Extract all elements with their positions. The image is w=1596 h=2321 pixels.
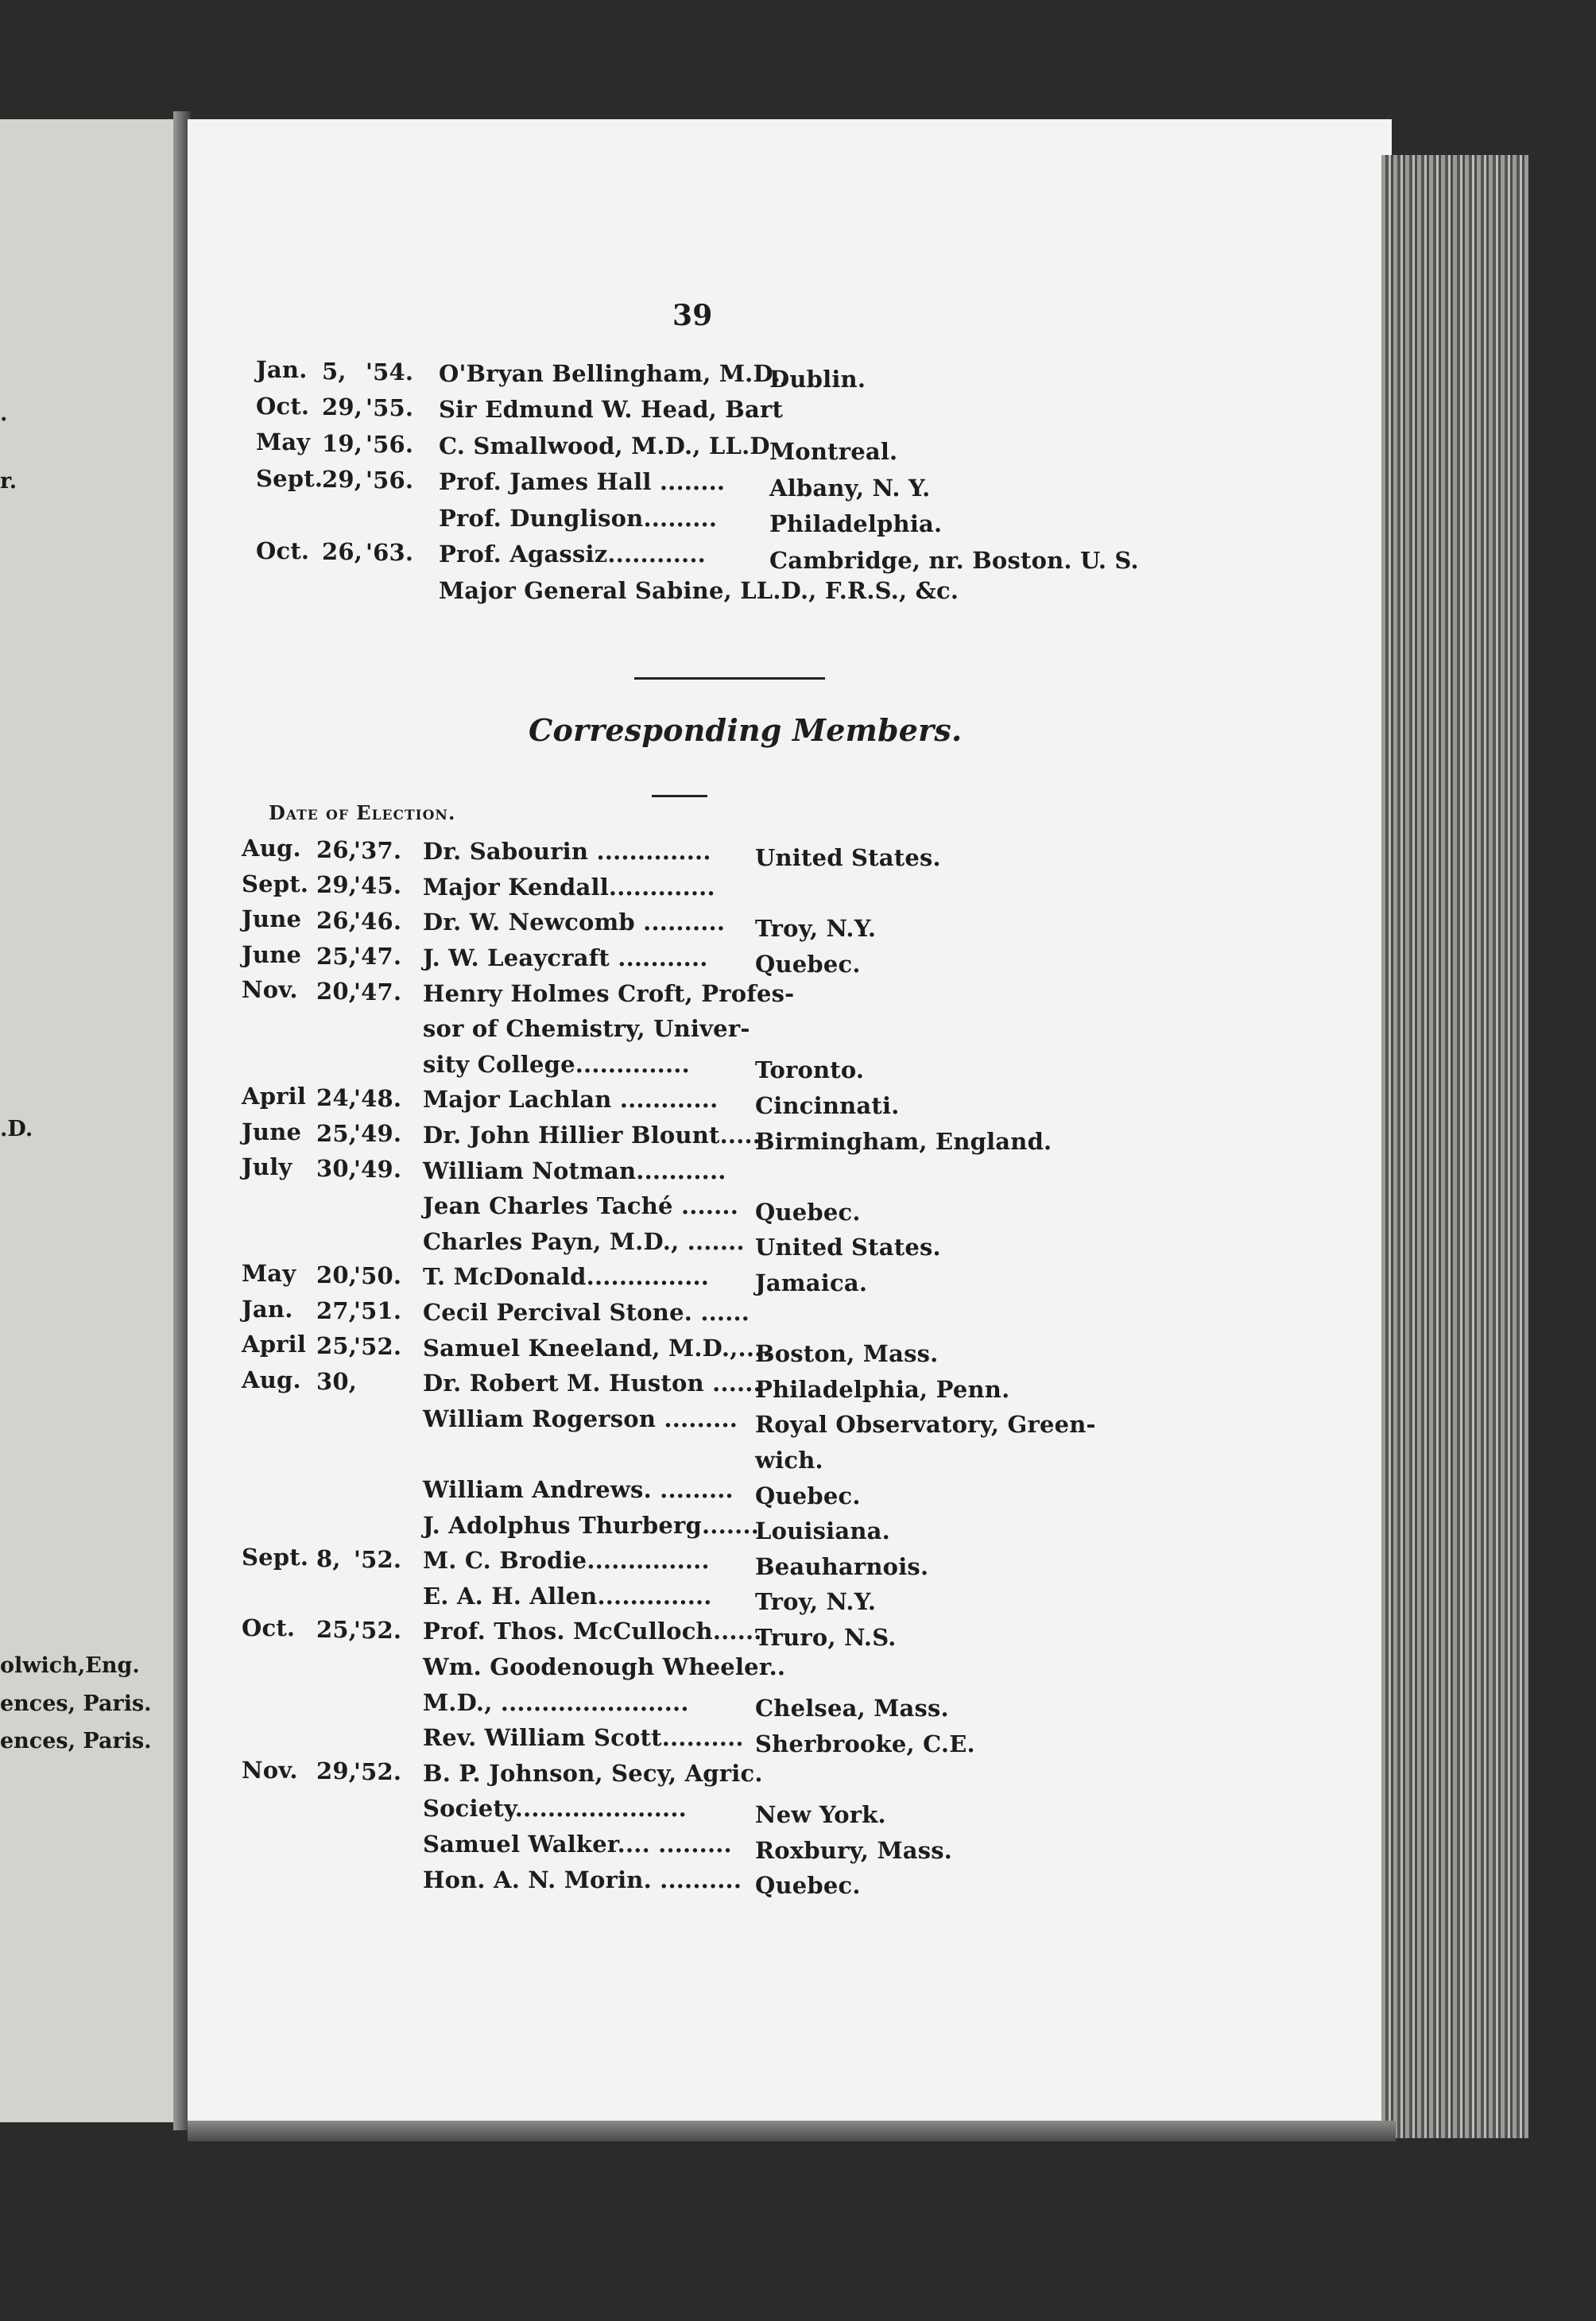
entry-place: Troy, N.Y. bbox=[755, 914, 877, 942]
entry-name: J. Adolphus Thurberg....... bbox=[423, 1511, 760, 1539]
entry-day: 27, bbox=[316, 1296, 358, 1324]
entry-place: United States. bbox=[755, 1234, 941, 1261]
entry-day: 19, bbox=[322, 429, 363, 457]
entry-month: Nov. bbox=[242, 976, 298, 1004]
entry-year: '47. bbox=[354, 978, 402, 1006]
entry-name: Cecil Percival Stone. ...... bbox=[423, 1298, 750, 1326]
page-bottom-edge bbox=[188, 2121, 1396, 2141]
entry-name: William Notman........... bbox=[423, 1157, 726, 1184]
entry-day: 20, bbox=[316, 1261, 358, 1288]
entry-name: M. C. Brodie............... bbox=[423, 1547, 710, 1575]
entry-place: Quebec. bbox=[755, 1872, 861, 1900]
entry-year: '56. bbox=[366, 467, 414, 494]
entry-day: 5, bbox=[322, 357, 347, 385]
entry-place: Quebec. bbox=[755, 950, 861, 978]
entry-month: Oct. bbox=[256, 392, 310, 420]
entry-name: Prof. Agassiz............ bbox=[439, 541, 706, 568]
entry-name: William Rogerson ......... bbox=[423, 1405, 738, 1432]
entry-day: 26, bbox=[322, 538, 363, 566]
entry-day: 25, bbox=[316, 1332, 358, 1360]
entry-month: May bbox=[256, 428, 311, 456]
entry-year: '54. bbox=[366, 358, 414, 386]
entry-year: '52. bbox=[354, 1333, 402, 1360]
entry-place: Chelsea, Mass. bbox=[755, 1695, 949, 1722]
entry-day: 29, bbox=[316, 871, 358, 899]
entry-month: May bbox=[242, 1260, 296, 1288]
entry-month: Nov. bbox=[242, 1756, 298, 1784]
entry-name: O'Bryan Bellingham, M.D., bbox=[439, 359, 789, 387]
entry-day: 30, bbox=[316, 1155, 358, 1183]
entry-name: sor of Chemistry, Univer- bbox=[423, 1015, 750, 1043]
entry-place: Montreal. bbox=[769, 438, 898, 466]
entry-place: Toronto. bbox=[755, 1056, 865, 1084]
entry-place: Sherbrooke, C.E. bbox=[755, 1730, 975, 1757]
entry-place: Quebec. bbox=[755, 1198, 861, 1226]
entry-year: '52. bbox=[354, 1545, 402, 1573]
left-page-fragment: r. bbox=[0, 469, 17, 494]
title-underline bbox=[652, 795, 707, 797]
entry-name: Dr. Sabourin .............. bbox=[423, 838, 711, 866]
entry-year: '49. bbox=[354, 1156, 402, 1183]
entry-year: '49. bbox=[354, 1120, 402, 1148]
entry-place: Birmingham, England. bbox=[755, 1127, 1052, 1155]
entry-month: April bbox=[242, 1331, 307, 1358]
entry-name: Prof. Thos. McCulloch...... bbox=[423, 1618, 762, 1645]
entry-place: Philadelphia, Penn. bbox=[755, 1375, 1010, 1403]
entry-place: Truro, N.S. bbox=[755, 1623, 897, 1651]
entry-month: June bbox=[242, 905, 302, 933]
entry-day: 29, bbox=[322, 393, 363, 421]
entry-name: Dr. W. Newcomb .......... bbox=[423, 909, 726, 936]
entry-month: Sept. bbox=[242, 870, 309, 897]
entry-place: Cincinnati. bbox=[755, 1091, 900, 1119]
entry-month: Oct. bbox=[242, 1614, 296, 1642]
entry-place: Dublin. bbox=[769, 366, 866, 393]
entry-year: '55. bbox=[366, 394, 414, 422]
entry-month: June bbox=[242, 1118, 302, 1145]
entry-name: Sir Edmund W. Head, Bart bbox=[439, 396, 784, 424]
entry-year: '63. bbox=[366, 539, 414, 567]
section-title: Corresponding Members. bbox=[529, 712, 963, 748]
entry-year: '56. bbox=[366, 430, 414, 458]
entry-year: '47. bbox=[354, 943, 402, 971]
entry-name: Prof. James Hall ........ bbox=[439, 468, 726, 496]
entry-name: Henry Holmes Croft, Profes- bbox=[423, 979, 795, 1007]
entry-month: Oct. bbox=[256, 537, 310, 564]
entry-name: Samuel Kneeland, M.D.,.... bbox=[423, 1334, 771, 1362]
entry-day: 26, bbox=[316, 835, 358, 863]
entry-day: 8, bbox=[316, 1544, 341, 1572]
entry-name: Dr. Robert M. Huston ...... bbox=[423, 1370, 761, 1397]
entry-year: '52. bbox=[354, 1758, 402, 1786]
entry-day: 20, bbox=[316, 978, 358, 1006]
entry-day: 25, bbox=[316, 942, 358, 970]
entry-name: Dr. John Hillier Blount..... bbox=[423, 1121, 761, 1149]
entry-year: '37. bbox=[354, 836, 402, 864]
page-number: 39 bbox=[672, 299, 713, 332]
entry-place: United States. bbox=[755, 843, 941, 871]
entry-month: Jan. bbox=[242, 1295, 293, 1323]
entry-name: B. P. Johnson, Secy, Agric. bbox=[423, 1759, 763, 1787]
entry-day: 25, bbox=[316, 1615, 358, 1643]
left-page-fragment: .D. bbox=[0, 1117, 33, 1141]
entry-month: Aug. bbox=[242, 835, 301, 862]
entry-name: T. McDonald............... bbox=[423, 1263, 710, 1291]
entry-place: Louisiana. bbox=[755, 1517, 890, 1545]
entry-name: Charles Payn, M.D., ....... bbox=[423, 1227, 745, 1255]
entry-month: July bbox=[242, 1153, 292, 1181]
page-fore-edge bbox=[1381, 155, 1528, 2138]
entry-place: wich. bbox=[755, 1446, 823, 1474]
entry-name: Wm. Goodenough Wheeler.. bbox=[423, 1653, 786, 1680]
entry-name: M.D., ....................... bbox=[423, 1688, 689, 1716]
entry-name: sity College.............. bbox=[423, 1050, 690, 1078]
entry-place: Quebec. bbox=[755, 1482, 861, 1509]
entry-day: 26, bbox=[316, 906, 358, 934]
entry-name: Prof. Dunglison......... bbox=[439, 504, 718, 532]
entry-place: Jamaica. bbox=[755, 1269, 868, 1296]
entry-name: Jean Charles Taché ....... bbox=[423, 1192, 739, 1220]
entry-place: Beauharnois. bbox=[755, 1552, 929, 1580]
entry-year: '48. bbox=[354, 1084, 402, 1112]
entry-place: Cambridge, nr. Boston. U. S. bbox=[769, 546, 1139, 574]
entry-day: 29, bbox=[316, 1757, 358, 1785]
entry-month: Aug. bbox=[242, 1366, 301, 1394]
entry-year: '52. bbox=[354, 1616, 402, 1644]
entry-name: Major Kendall............. bbox=[423, 873, 715, 901]
entry-name: William Andrews. ......... bbox=[423, 1475, 734, 1503]
section-divider bbox=[634, 677, 825, 680]
entry-year: '51. bbox=[354, 1297, 402, 1325]
entry-year: '50. bbox=[354, 1261, 402, 1289]
entry-year: '46. bbox=[354, 907, 402, 935]
left-page-fragment: . bbox=[0, 401, 8, 426]
left-page-fragment: olwich,Eng. bbox=[0, 1653, 140, 1678]
entry-month: April bbox=[242, 1083, 307, 1110]
entry-month: June bbox=[242, 940, 302, 968]
entry-name: Samuel Walker.... ......... bbox=[423, 1830, 732, 1858]
entry-month: Jan. bbox=[256, 356, 308, 384]
entry-day: 30, bbox=[316, 1367, 358, 1395]
entry-place: New York. bbox=[755, 1800, 886, 1828]
left-page-fragment: ences, Paris. bbox=[0, 1691, 152, 1716]
entry-place: Roxbury, Mass. bbox=[755, 1836, 953, 1864]
entry-name: J. W. Leaycraft ........... bbox=[423, 944, 708, 971]
entry-month: Sept. bbox=[256, 464, 323, 492]
entry-month: Sept. bbox=[242, 1544, 309, 1571]
entry-year: '45. bbox=[354, 872, 402, 900]
entry-name: E. A. H. Allen.............. bbox=[423, 1582, 712, 1610]
entry-place: Royal Observatory, Green- bbox=[755, 1411, 1096, 1439]
entry-name: Society..................... bbox=[423, 1795, 687, 1823]
entry-place: Boston, Mass. bbox=[755, 1340, 939, 1368]
entry-name: Hon. A. N. Morin. .......... bbox=[423, 1866, 742, 1893]
entry-day: 25, bbox=[316, 1119, 358, 1147]
entry-place: Philadelphia. bbox=[769, 510, 943, 538]
entry-place: Albany, N. Y. bbox=[769, 474, 931, 502]
entry-day: 24, bbox=[316, 1083, 358, 1111]
left-page-fragment: ences, Paris. bbox=[0, 1729, 152, 1753]
entry-day: 29, bbox=[322, 466, 363, 494]
entry-name: Major Lachlan ............ bbox=[423, 1086, 719, 1114]
entry-name: C. Smallwood, M.D., LL.D bbox=[439, 432, 770, 459]
entry-name: Rev. William Scott.......... bbox=[423, 1724, 744, 1752]
date-of-election-header: Date of Election. bbox=[269, 801, 456, 824]
entry-place: Troy, N.Y. bbox=[755, 1588, 877, 1616]
entry-name: Major General Sabine, LL.D., F.R.S., &c. bbox=[439, 576, 959, 604]
